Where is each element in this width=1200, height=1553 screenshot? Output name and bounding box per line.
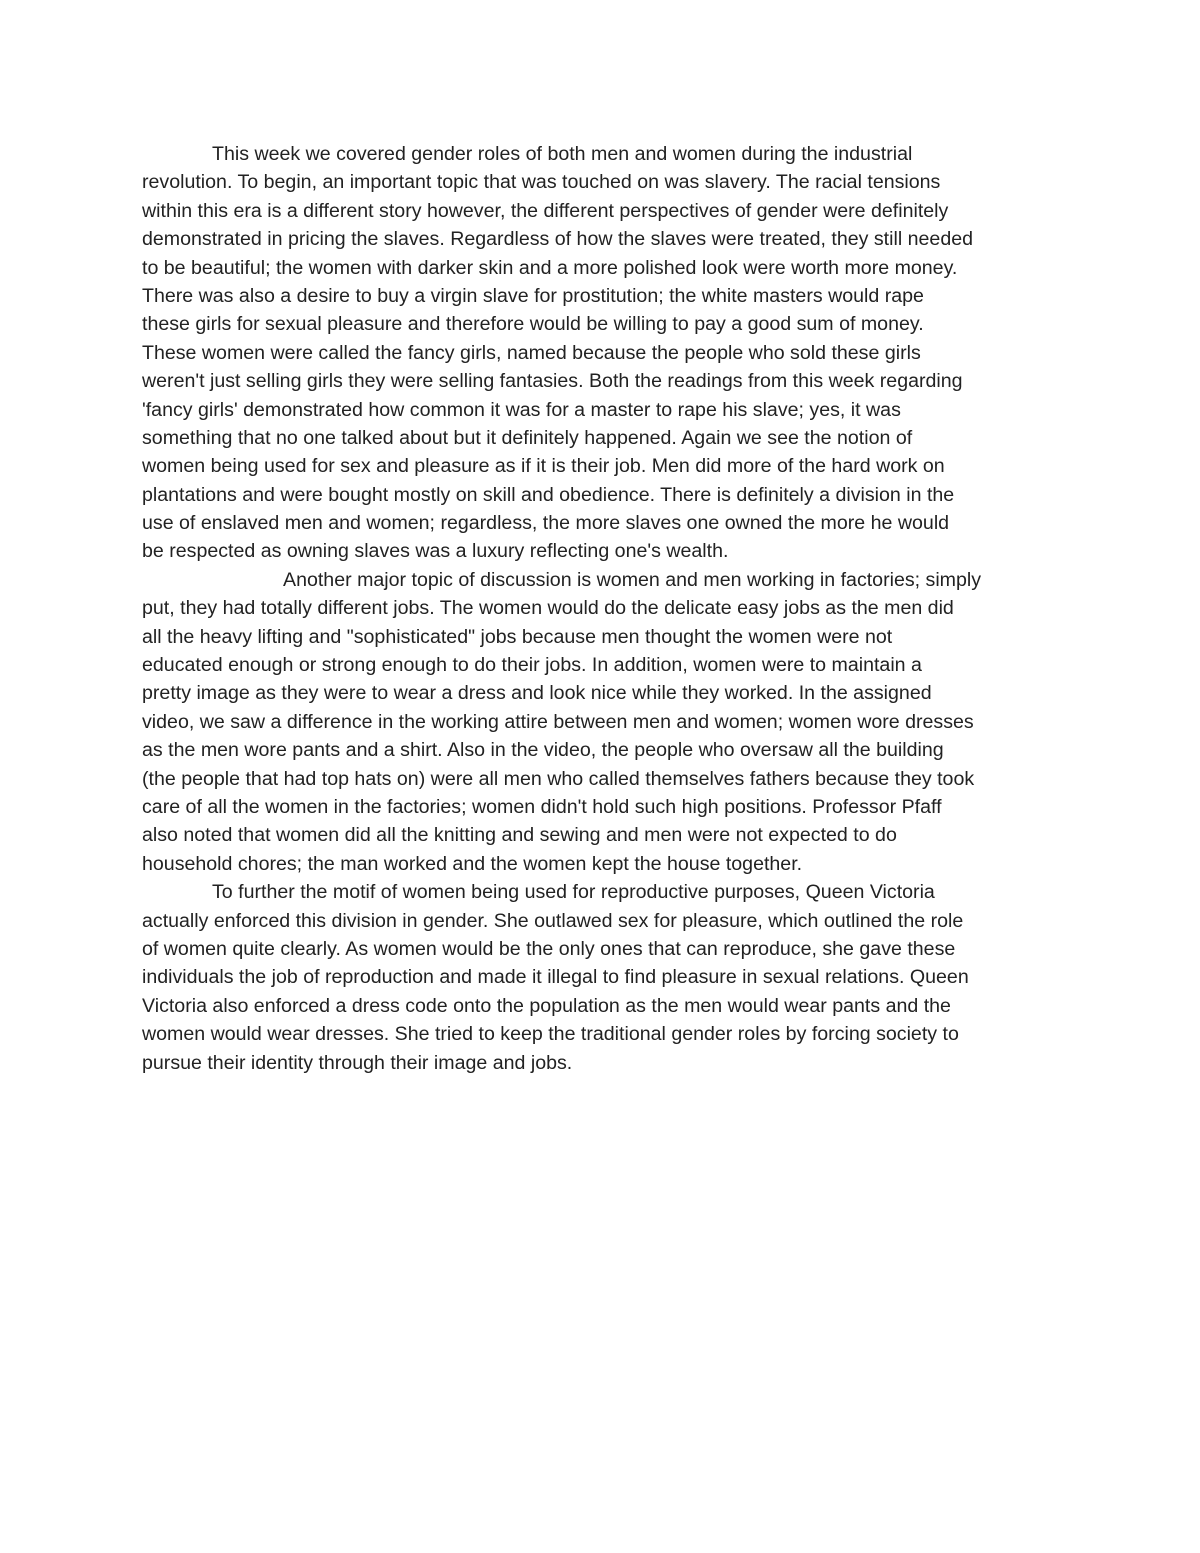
text-line: video, we saw a difference in the working attire between men and women; women wore dresses [142,710,974,733]
text-line: revolution. To begin, an important topic that was touched on was slavery. The racial tensions [142,171,941,194]
text-line: put, they had totally different jobs. The women would do the delicate easy jobs as the men did [142,597,954,620]
text-line: weren't just selling girls they were selling fantasies. Both the readings from this week regarding [142,370,963,393]
text-line: Another major topic of discussion is women and men working in factories; simply [283,568,982,591]
document-body [142,140,1062,1077]
text-line: care of all the women in the factories; women didn't hold such high positions. Professor Pfaff [142,795,942,818]
text-line: pretty image as they were to wear a dress and look nice while they worked. In the assigned [142,682,932,705]
text-line: individuals the job of reproduction and made it illegal to find pleasure in sexual relations. Queen [142,966,969,989]
text-line: of women quite clearly. As women would be the only ones that can reproduce, she gave these [142,937,956,960]
text-line: There was also a desire to buy a virgin slave for prostitution; the white masters would rape [142,284,924,307]
text-line: These women were called the fancy girls, named because the people who sold these girls [142,341,921,364]
text-line: (the people that had top hats on) were all men who called themselves fathers because they took [142,767,975,790]
text-line: women being used for sex and pleasure as if it is their job. Men did more of the hard work on [142,455,945,478]
text-line: these girls for sexual pleasure and therefore would be willing to pay a good sum of money. [142,313,924,336]
text-line: educated enough or strong enough to do their jobs. In addition, women were to maintain a [142,654,922,677]
text-line: This week we covered gender roles of both men and women during the industrial [212,143,913,165]
text-line: something that no one talked about but it definitely happened. Again we see the notion of [142,426,913,449]
text-line: also noted that women did all the knitting and sewing and men were not expected to do [142,824,897,847]
text-line: plantations and were bought mostly on skill and obedience. There is definitely a division in the [142,483,955,506]
text-line: Victoria also enforced a dress code onto the population as the men would wear pants and the [142,994,951,1017]
text-line: be respected as owning slaves was a luxury reflecting one's wealth. [142,540,729,563]
text-line: 'fancy girls' demonstrated how common it was for a master to rape his slave; yes, it was [142,398,901,421]
text-line: women would wear dresses. She tried to keep the traditional gender roles by forcing society to [142,1023,959,1046]
text-line: as the men wore pants and a shirt. Also in the video, the people who oversaw all the building [142,739,944,762]
text-line: to be beautiful; the women with darker skin and a more polished look were worth more money. [142,256,958,279]
text-line: pursue their identity through their image and jobs. [142,1051,573,1074]
text-line: all the heavy lifting and "sophisticated" jobs because men thought the women were not [142,625,893,648]
text-line: within this era is a different story however, the different perspectives of gender were definitely [142,199,949,222]
text-line: actually enforced this division in gender. She outlawed sex for pleasure, which outlined the role [142,909,964,932]
text-line: demonstrated in pricing the slaves. Regardless of how the slaves were treated, they still needed [142,228,974,251]
text-line: household chores; the man worked and the women kept the house together. [142,852,803,875]
text-line: use of enslaved men and women; regardless, the more slaves one owned the more he would [142,512,950,535]
text-line: To further the motif of women being used for reproductive purposes, Queen Victoria [212,881,935,904]
